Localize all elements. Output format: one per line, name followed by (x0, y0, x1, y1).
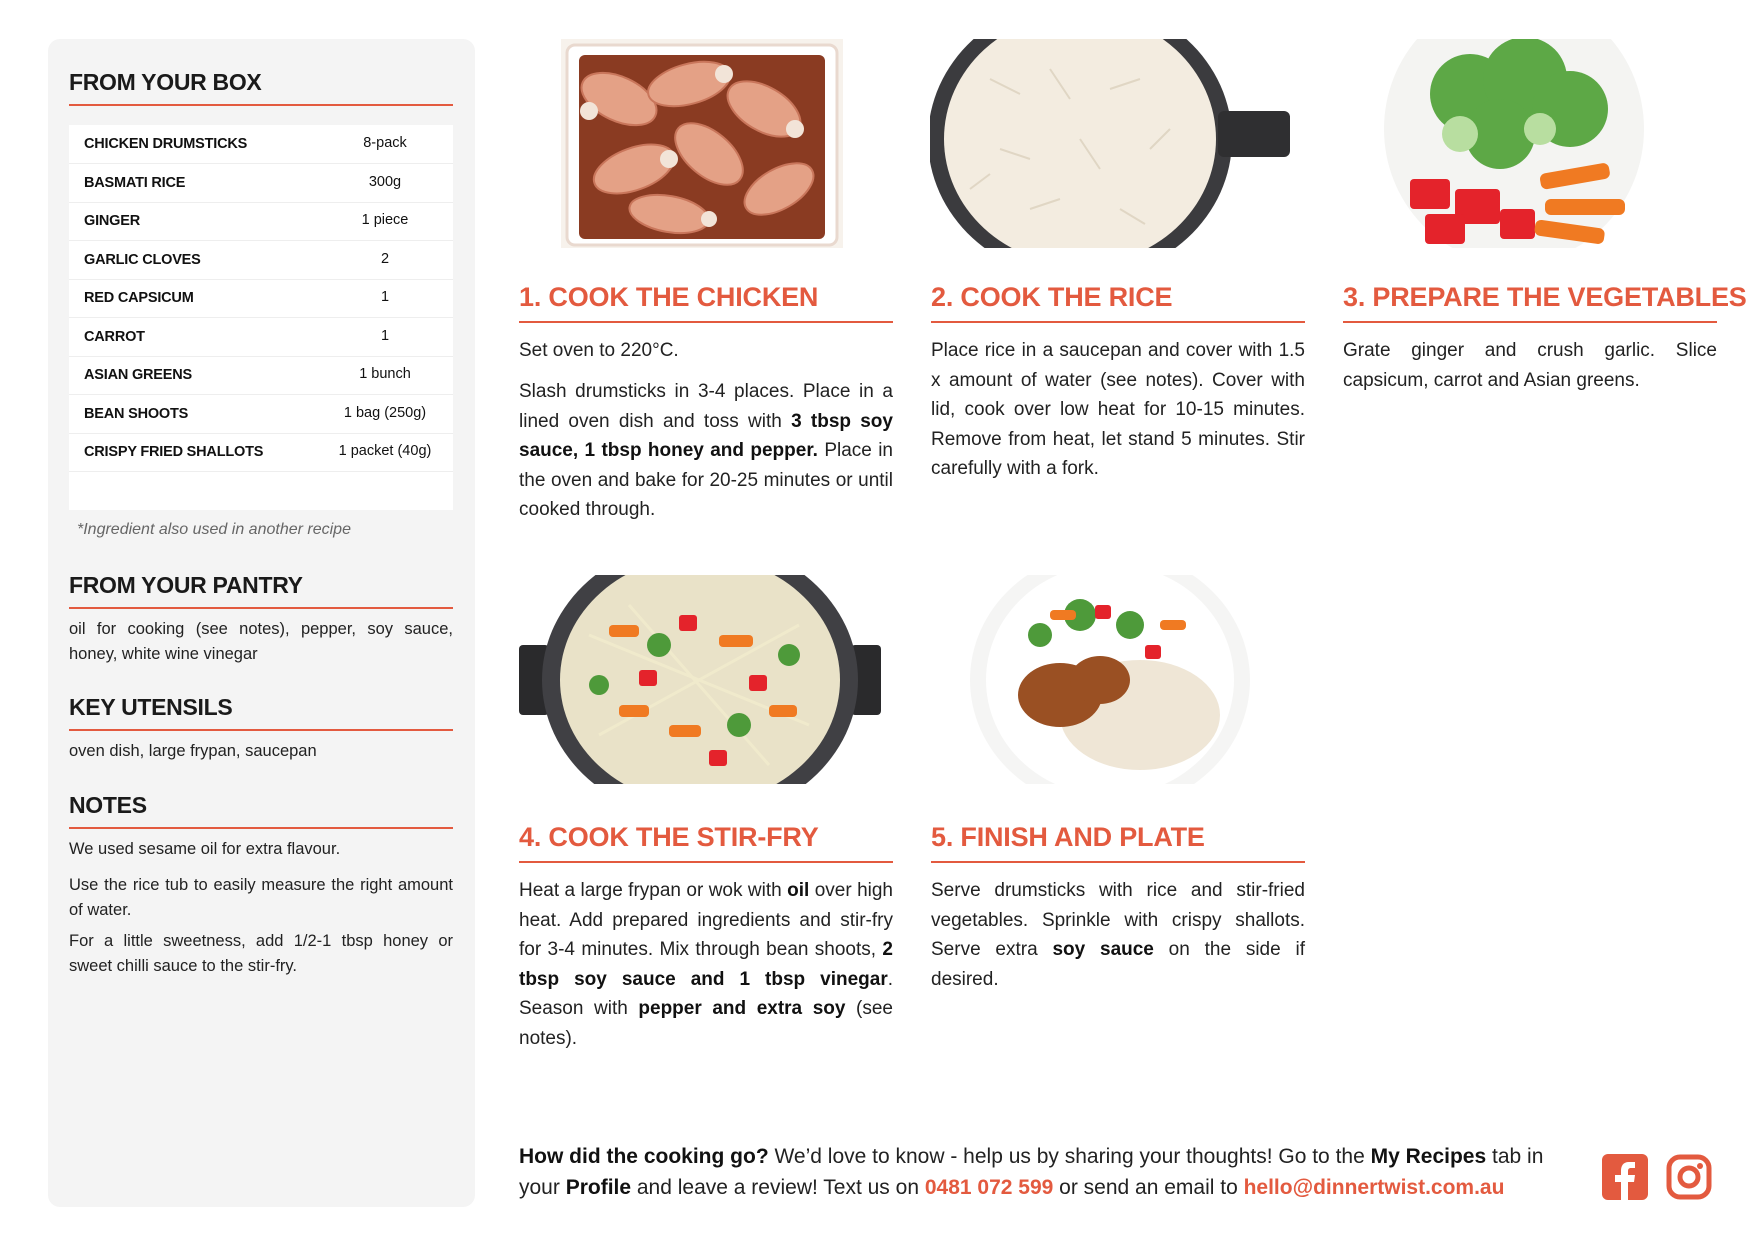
rice-photo (930, 39, 1292, 248)
chicken-photo (519, 39, 881, 248)
step-text: on the side if desired. (931, 939, 1305, 990)
ingredients-sidebar (48, 39, 475, 1207)
facebook-icon[interactable] (1602, 1154, 1648, 1200)
ingredient-table (69, 125, 453, 510)
ingredient-row (69, 318, 453, 357)
ingredient-name: RED CAPSICUM (84, 290, 194, 306)
divider (931, 861, 1305, 863)
step-2-text: Place rice in a saucepan and cover with 1.5 x amount of water (see notes). Cover with lid, cook over low heat for 10-15 minutes. Remove from heat, let stand 5 minutes. Stir carefully with a fork. (931, 340, 1305, 479)
divider (931, 321, 1305, 323)
feedback-footer (519, 1141, 1579, 1203)
ingredient-note: *Ingredient also used in another recipe (77, 521, 351, 538)
ingredient-qty: 1 piece (361, 212, 409, 228)
footer-text: or send an email to (1053, 1176, 1244, 1199)
step-5-text (931, 876, 1305, 994)
ingredient-name: GARLIC CLOVES (84, 251, 201, 268)
ingredient-name: GINGER (84, 213, 140, 229)
step-3-text: Grate ginger and crush garlic. Slice capsicum, carrot and Asian greens. (1343, 340, 1717, 391)
divider (1343, 321, 1717, 323)
step-text: Slash drumsticks in 3-4 places. Place in a lined oven dish and toss with (519, 381, 893, 432)
ingredient-row (69, 125, 453, 164)
step-ingredient-highlight: 3 tbsp soy sauce, 1 tbsp honey and pepper. (519, 410, 893, 461)
divider (519, 861, 893, 863)
ingredient-row (69, 395, 453, 434)
ingredient-qty: 1 (380, 327, 390, 344)
profile-ref: Profile (565, 1176, 632, 1199)
ingredient-name: BASMATI RICE (84, 174, 186, 191)
ingredient-row (69, 433, 453, 472)
step-text: over high heat. Add prepared ingredients and stir-fry for 3-4 minutes. Mix through bean shoots, (519, 880, 893, 960)
ingredient-qty: 2 (380, 250, 390, 267)
vegetables-photo (1340, 39, 1702, 248)
ingredient-name: BEAN SHOOTS (84, 405, 189, 422)
note-item: We used sesame oil for extra flavour. (69, 840, 341, 858)
phone-number-link[interactable]: 0481 072 599 (924, 1176, 1054, 1199)
email-link[interactable]: hello@dinnertwist.com.au (1243, 1176, 1505, 1199)
ingredient-row (69, 241, 453, 280)
step-2-title: 2. COOK THE RICE (931, 282, 1173, 312)
note-item-2: For a little sweetness, add 1/2-1 tbsp honey or sweet chilli sauce to the stir-fry. (69, 932, 453, 975)
divider (69, 104, 453, 106)
divider (69, 827, 453, 829)
divider (69, 607, 453, 609)
step-ingredient-highlight: soy sauce (1052, 939, 1154, 960)
step-ingredient-highlight: pepper and extra soy (638, 998, 846, 1019)
divider (519, 321, 893, 323)
ingredient-qty: 8-pack (363, 135, 407, 151)
step-4-text (519, 876, 893, 1053)
step-ingredient-highlight: 2 tbsp soy sauce and 1 tbsp vinegar (519, 939, 893, 990)
ingredient-row (69, 202, 453, 241)
my-recipes-tab-ref: My Recipes (1370, 1145, 1487, 1168)
step-1-instructions (519, 377, 893, 525)
ingredient-name: CRISPY FRIED SHALLOTS (84, 444, 264, 460)
ingredient-row (69, 356, 453, 395)
step-text: Place in the oven and bake for 20-25 minutes or until cooked through. (519, 440, 893, 520)
from-your-pantry-heading: FROM YOUR PANTRY (69, 572, 303, 598)
divider (69, 729, 453, 731)
step-text: (see notes). (519, 998, 893, 1049)
ingredient-row (69, 164, 453, 203)
ingredient-qty: 1 (380, 289, 390, 305)
ingredient-qty: 1 bag (250g) (343, 404, 427, 421)
step-text: Serve drumsticks with rice and stir-fried vegetables. Sprinkle with crispy shallots. Serve extra (931, 880, 1305, 960)
finished-plate-photo (930, 575, 1292, 784)
note-item: Use the rice tub to easily measure the right amount of water. (69, 876, 453, 919)
step-1-title: 1. COOK THE CHICKEN (519, 282, 819, 312)
ingredient-name: CHICKEN DRUMSTICKS (84, 136, 248, 152)
ingredient-qty: 1 bunch (359, 366, 411, 382)
feedback-question: How did the cooking go? (519, 1145, 769, 1168)
step-5-title: 5. FINISH AND PLATE (931, 822, 1205, 852)
pantry-text: oil for cooking (see notes), pepper, soy sauce, honey, white wine vinegar (69, 620, 453, 663)
notes-heading: NOTES (69, 792, 147, 818)
step-text: . Season with (519, 968, 893, 1019)
step-3-title: 3. PREPARE THE VEGETABLES (1343, 282, 1747, 312)
footer-text: and leave a review! Text us on (631, 1176, 925, 1199)
ingredient-row (69, 279, 453, 318)
from-your-box-heading: FROM YOUR BOX (69, 69, 262, 95)
ingredient-name: ASIAN GREENS (84, 367, 192, 383)
step-4-title: 4. COOK THE STIR-FRY (519, 822, 819, 852)
step-1-text: Set oven to 220°C. (519, 340, 679, 361)
footer-text: tab in your (519, 1145, 1544, 1199)
ingredient-name: CARROT (84, 328, 145, 345)
stir-fry-photo (519, 575, 881, 784)
footer-text: We’d love to know - help us by sharing your thoughts! Go to the (768, 1145, 1371, 1168)
key-utensils-heading: KEY UTENSILS (69, 694, 233, 720)
utensils-text: oven dish, large frypan, saucepan (69, 742, 317, 760)
ingredient-qty: 300g (368, 173, 402, 190)
ingredient-qty: 1 packet (40g) (338, 443, 432, 459)
step-ingredient-highlight: oil (787, 880, 810, 901)
step-text: Heat a large frypan or wok with (519, 880, 788, 901)
instagram-icon[interactable] (1666, 1154, 1712, 1200)
